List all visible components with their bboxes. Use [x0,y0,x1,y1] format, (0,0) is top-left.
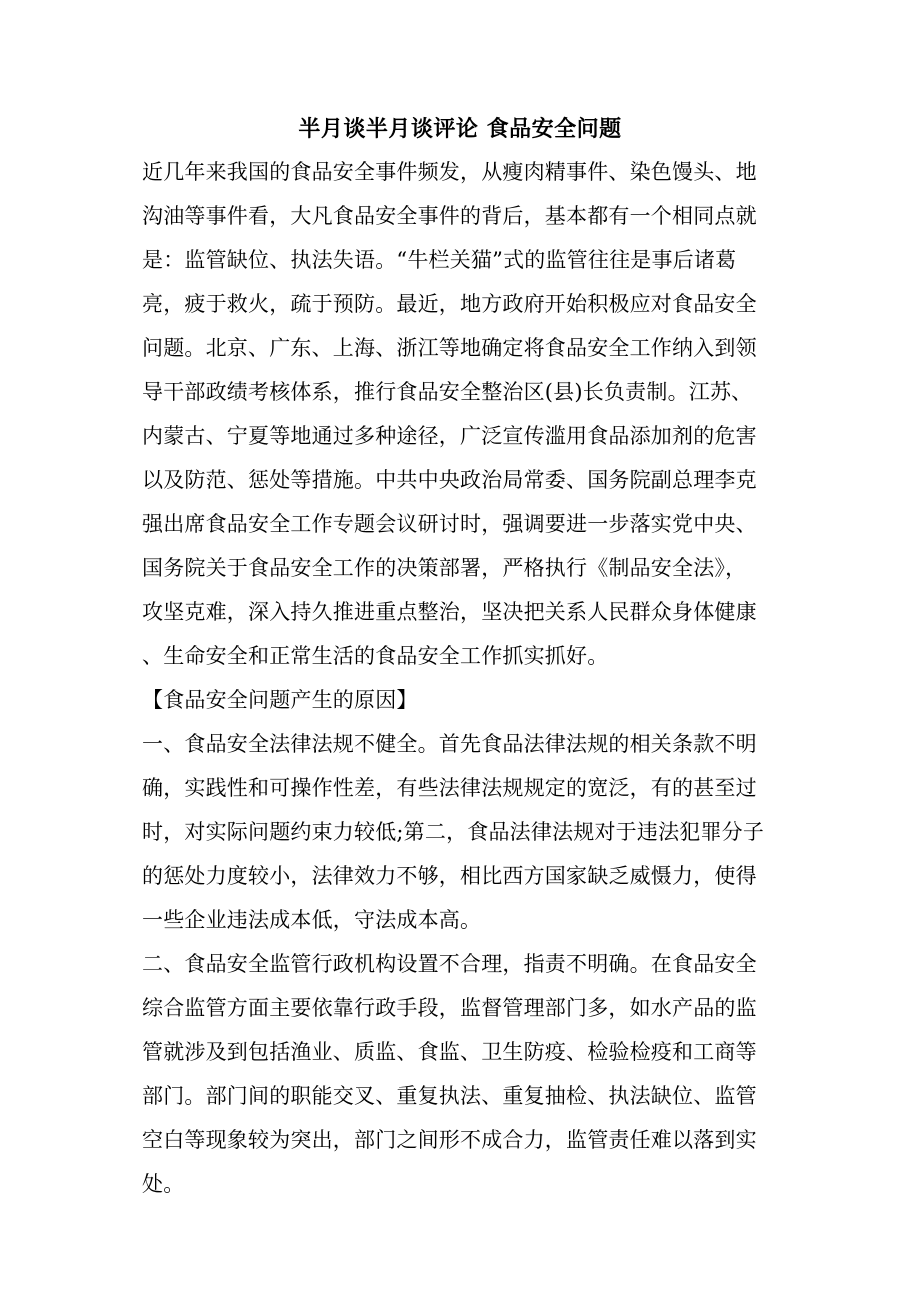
text-line: 部门。部门间的职能交叉、重复执法、重复抽检、执法缺位、监管 [142,1084,757,1108]
text-line: 综合监管方面主要依靠行政手段，监督管理部门多，如水产品的监 [142,996,757,1020]
text-line: 导干部政绩考核体系，推行食品安全整治区(县)长负责制。江苏、 [142,380,753,404]
text-line: 的惩处力度较小，法律效力不够，相比西方国家缺乏威慑力，使得 [142,864,757,888]
text-line: 沟油等事件看，大凡食品安全事件的背后，基本都有一个相同点就 [142,204,757,228]
text-line: 一些企业违法成本低，守法成本高。 [142,908,482,932]
text-line: 、生命安全和正常生活的食品安全工作抓实抓好。 [142,644,609,668]
text-line: 管就涉及到包括渔业、质监、食监、卫生防疫、检验检疫和工商等 [142,1040,757,1064]
text-line: 攻坚克难，深入持久推进重点整治，坚决把关系人民群众身体健康 [142,600,757,624]
text-line: 内蒙古、宁夏等地通过多种途径，广泛宣传滥用食品添加剂的危害 [142,424,757,448]
text-line: 亮，疲于救火，疏于预防。最近，地方政府开始积极应对食品安全 [142,292,757,316]
text-line: 一、食品安全法律法规不健全。首先食品法律法规的相关条款不明 [142,732,757,756]
text-line: 近几年来我国的食品安全事件频发，从瘦肉精事件、染色馒头、地 [142,160,757,184]
text-line: 以及防范、惩处等措施。中共中央政治局常委、国务院副总理李克 [142,468,757,492]
text-line: 时，对实际问题约束力较低;第二，食品法律法规对于违法犯罪分子 [142,820,765,844]
text-line: 强出席食品安全工作专题会议研讨时，强调要进一步落实党中央、 [142,512,757,536]
text-line: 二、食品安全监管行政机构设置不合理，指责不明确。在食品安全 [142,952,757,976]
document-title: 半月谈半月谈评论 食品安全问题 [298,117,622,142]
text-line: 处。 [142,1172,185,1196]
text-line: 确，实践性和可操作性差，有些法律法规规定的宽泛，有的甚至过 [142,776,757,800]
text-line: 问题。北京、广东、上海、浙江等地确定将食品安全工作纳入到领 [142,336,757,360]
text-line: 是：监管缺位、执法失语。“牛栏关猫”式的监管往往是事后诸葛 [142,248,737,272]
text-line: 国务院关于食品安全工作的决策部署，严格执行《制品安全法》， [142,556,747,580]
text-line: 空白等现象较为突出，部门之间形不成合力，监管责任难以落到实 [142,1128,757,1152]
section-heading: 【食品安全问题产生的原因】 [142,688,418,712]
